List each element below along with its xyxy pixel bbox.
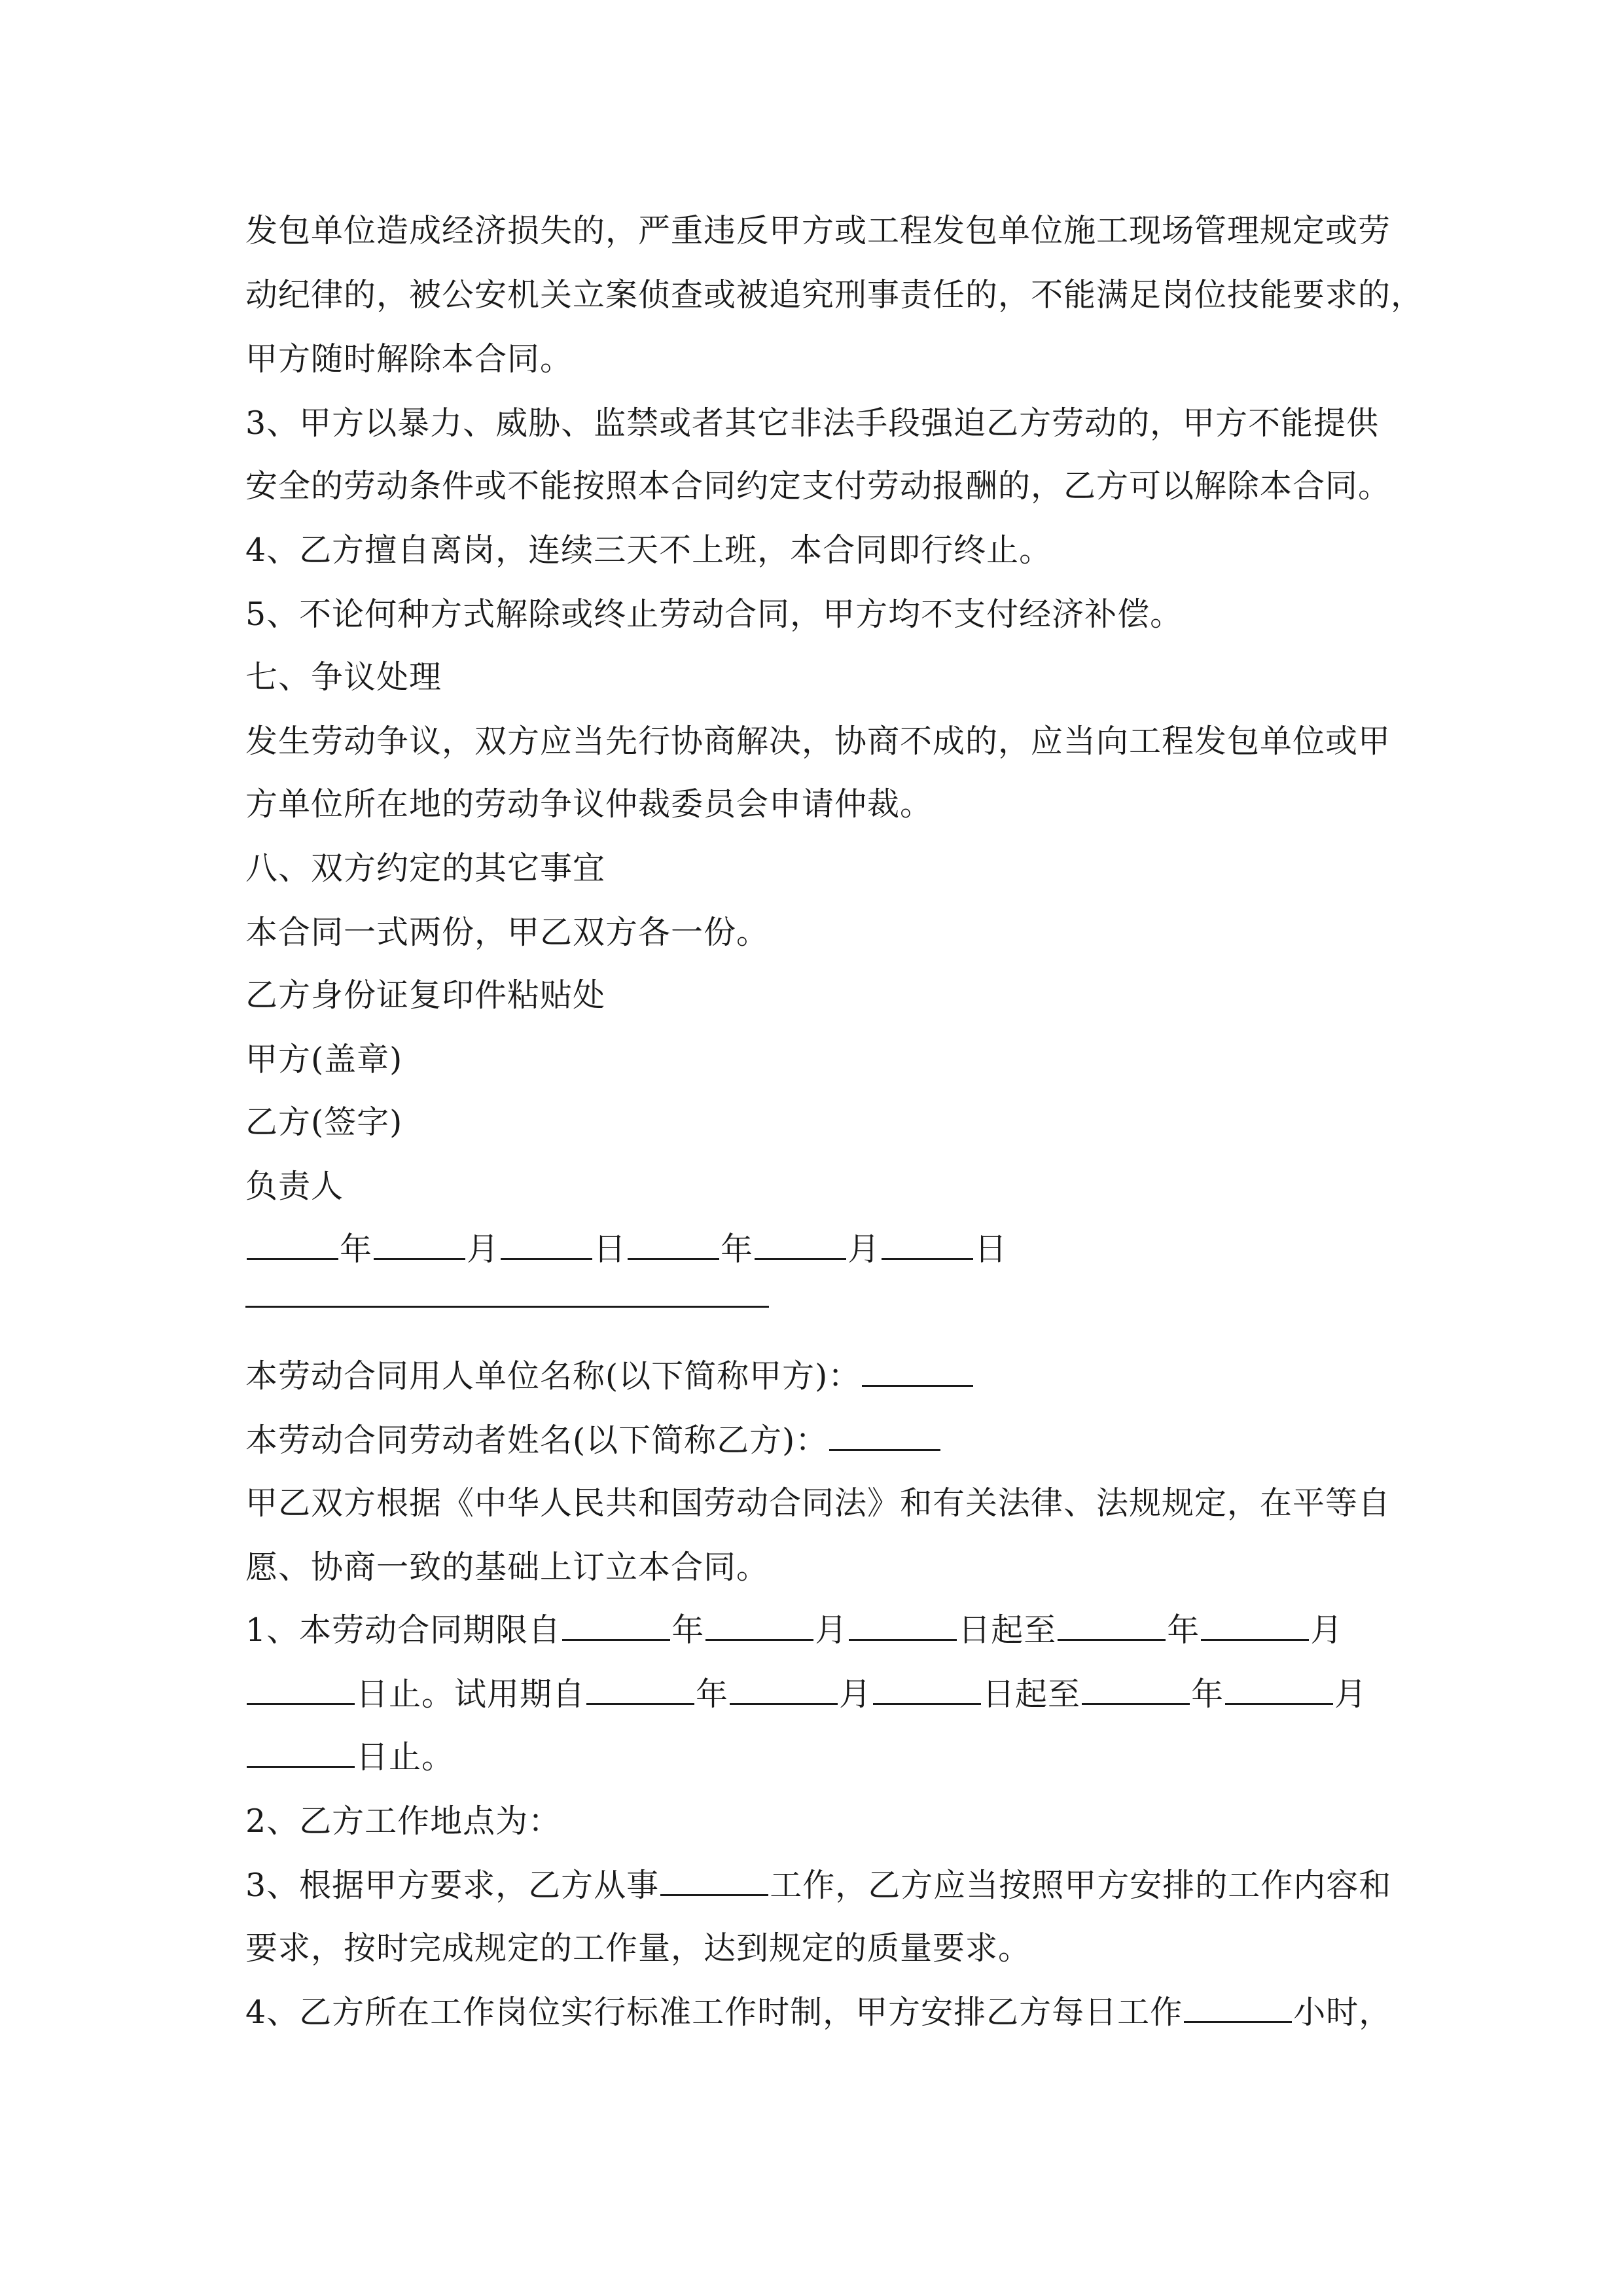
blank-field[interactable]: [1201, 1610, 1309, 1641]
date-unit: 年: [671, 1611, 705, 1649]
date-unit: 日: [974, 1230, 1008, 1268]
date-unit: 年: [1191, 1676, 1224, 1713]
paragraph-line: [245, 1734, 1423, 1780]
blank-field[interactable]: [1058, 1610, 1166, 1641]
blank-field[interactable]: [501, 1229, 592, 1260]
paragraph-line: 发包单位造成经济损失的，严重违反甲方或工程发包单位施工现场管理规定或劳: [245, 212, 1391, 249]
section-heading: 七、争议处理: [245, 658, 442, 696]
paragraph-line: [245, 1354, 1423, 1399]
paragraph-line: [245, 1990, 1423, 2036]
blank-field[interactable]: [1225, 1674, 1333, 1705]
blank-field[interactable]: [660, 1865, 768, 1896]
blank-field[interactable]: [562, 1610, 670, 1641]
paragraph-line: 安全的劳动条件或不能按照本合同约定支付劳动报酬的，乙方可以解除本合同。: [245, 467, 1391, 505]
clause-text: 工作，乙方应当按照甲方安排的工作内容和: [770, 1867, 1392, 1904]
date-unit: 月: [1334, 1676, 1368, 1713]
clause-text: 日起至: [982, 1676, 1081, 1713]
clause-text: 3、根据甲方要求，乙方从事: [245, 1867, 660, 1904]
paragraph-line: [245, 1418, 1423, 1463]
blank-field[interactable]: [862, 1356, 973, 1387]
paragraph-line: [245, 1672, 1423, 1717]
blank-field[interactable]: [628, 1229, 719, 1260]
paragraph-line: 发生劳动争议，双方应当先行协商解决，协商不成的，应当向工程发包单位或甲: [245, 723, 1391, 760]
paragraph-line: [245, 1863, 1423, 1909]
blank-field[interactable]: [586, 1674, 694, 1705]
blank-field[interactable]: [849, 1610, 957, 1641]
date-unit: 月: [847, 1230, 881, 1268]
contract-label: 本劳动合同劳动者姓名(以下简称乙方)：: [245, 1422, 829, 1459]
paragraph-line: 2、乙方工作地点为：: [245, 1803, 562, 1840]
clause-text: 小时，: [1293, 1994, 1392, 2031]
date-unit: 年: [340, 1230, 373, 1268]
paragraph-line: 本合同一式两份，甲乙双方各一份。: [245, 914, 770, 951]
blank-field[interactable]: [730, 1674, 838, 1705]
paragraph-line: 3、甲方以暴力、威胁、监禁或者其它非法手段强迫乙方劳动的，甲方不能提供: [245, 404, 1380, 442]
signature-label: 乙方(签字): [245, 1103, 403, 1141]
paragraph-line: 愿、协商一致的基础上订立本合同。: [245, 1549, 770, 1586]
date-unit: 月: [467, 1230, 500, 1268]
clause-text: 1、本劳动合同期限自: [245, 1611, 562, 1649]
paragraph-line: 要求，按时完成规定的工作量，达到规定的质量要求。: [245, 1929, 1031, 1967]
paragraph-line: [245, 1607, 1423, 1653]
blank-field[interactable]: [247, 1229, 338, 1260]
signature-label: 甲方(盖章): [245, 1041, 403, 1078]
paragraph-line: 甲方随时解除本合同。: [245, 340, 573, 378]
separator-rule: [245, 1306, 769, 1308]
date-line: [245, 1227, 1423, 1272]
paragraph-line: 动纪律的，被公安机关立案侦查或被追究刑事责任的，不能满足岗位技能要求的，: [245, 276, 1424, 314]
date-unit: 月: [1310, 1611, 1344, 1649]
clause-text: 日起至: [958, 1611, 1057, 1649]
blank-field[interactable]: [873, 1674, 981, 1705]
section-heading: 八、双方约定的其它事宜: [245, 850, 606, 887]
blank-field[interactable]: [1082, 1674, 1190, 1705]
paragraph-line: 方单位所在地的劳动争议仲裁委员会申请仲裁。: [245, 785, 933, 823]
paragraph-line: 乙方身份证复印件粘贴处: [245, 977, 606, 1014]
paragraph-line: 5、不论何种方式解除或终止劳动合同，甲方均不支付经济补偿。: [245, 596, 1183, 633]
blank-field[interactable]: [829, 1420, 940, 1451]
signature-label: 负责人: [245, 1168, 344, 1205]
blank-field[interactable]: [247, 1674, 355, 1705]
blank-field[interactable]: [1184, 1992, 1292, 2023]
blank-field[interactable]: [755, 1229, 846, 1260]
blank-field[interactable]: [882, 1229, 973, 1260]
paragraph-line: 甲乙双方根据《中华人民共和国劳动合同法》和有关法律、法规规定，在平等自: [245, 1484, 1391, 1522]
date-unit: 年: [696, 1676, 729, 1713]
blank-field[interactable]: [247, 1737, 355, 1768]
date-unit: 月: [815, 1611, 848, 1649]
clause-text: 4、乙方所在工作岗位实行标准工作时制，甲方安排乙方每日工作: [245, 1994, 1183, 2031]
blank-field[interactable]: [374, 1229, 465, 1260]
date-unit: 月: [839, 1676, 872, 1713]
date-unit: 年: [1167, 1611, 1200, 1649]
paragraph-line: 4、乙方擅自离岗，连续三天不上班，本合同即行终止。: [245, 531, 1052, 569]
clause-text: 日止。: [356, 1738, 455, 1776]
blank-field[interactable]: [705, 1610, 813, 1641]
date-unit: 年: [721, 1230, 754, 1268]
clause-text: 日止。试用期自: [356, 1676, 586, 1713]
contract-label: 本劳动合同用人单位名称(以下简称甲方)：: [245, 1357, 861, 1395]
date-unit: 日: [594, 1230, 627, 1268]
